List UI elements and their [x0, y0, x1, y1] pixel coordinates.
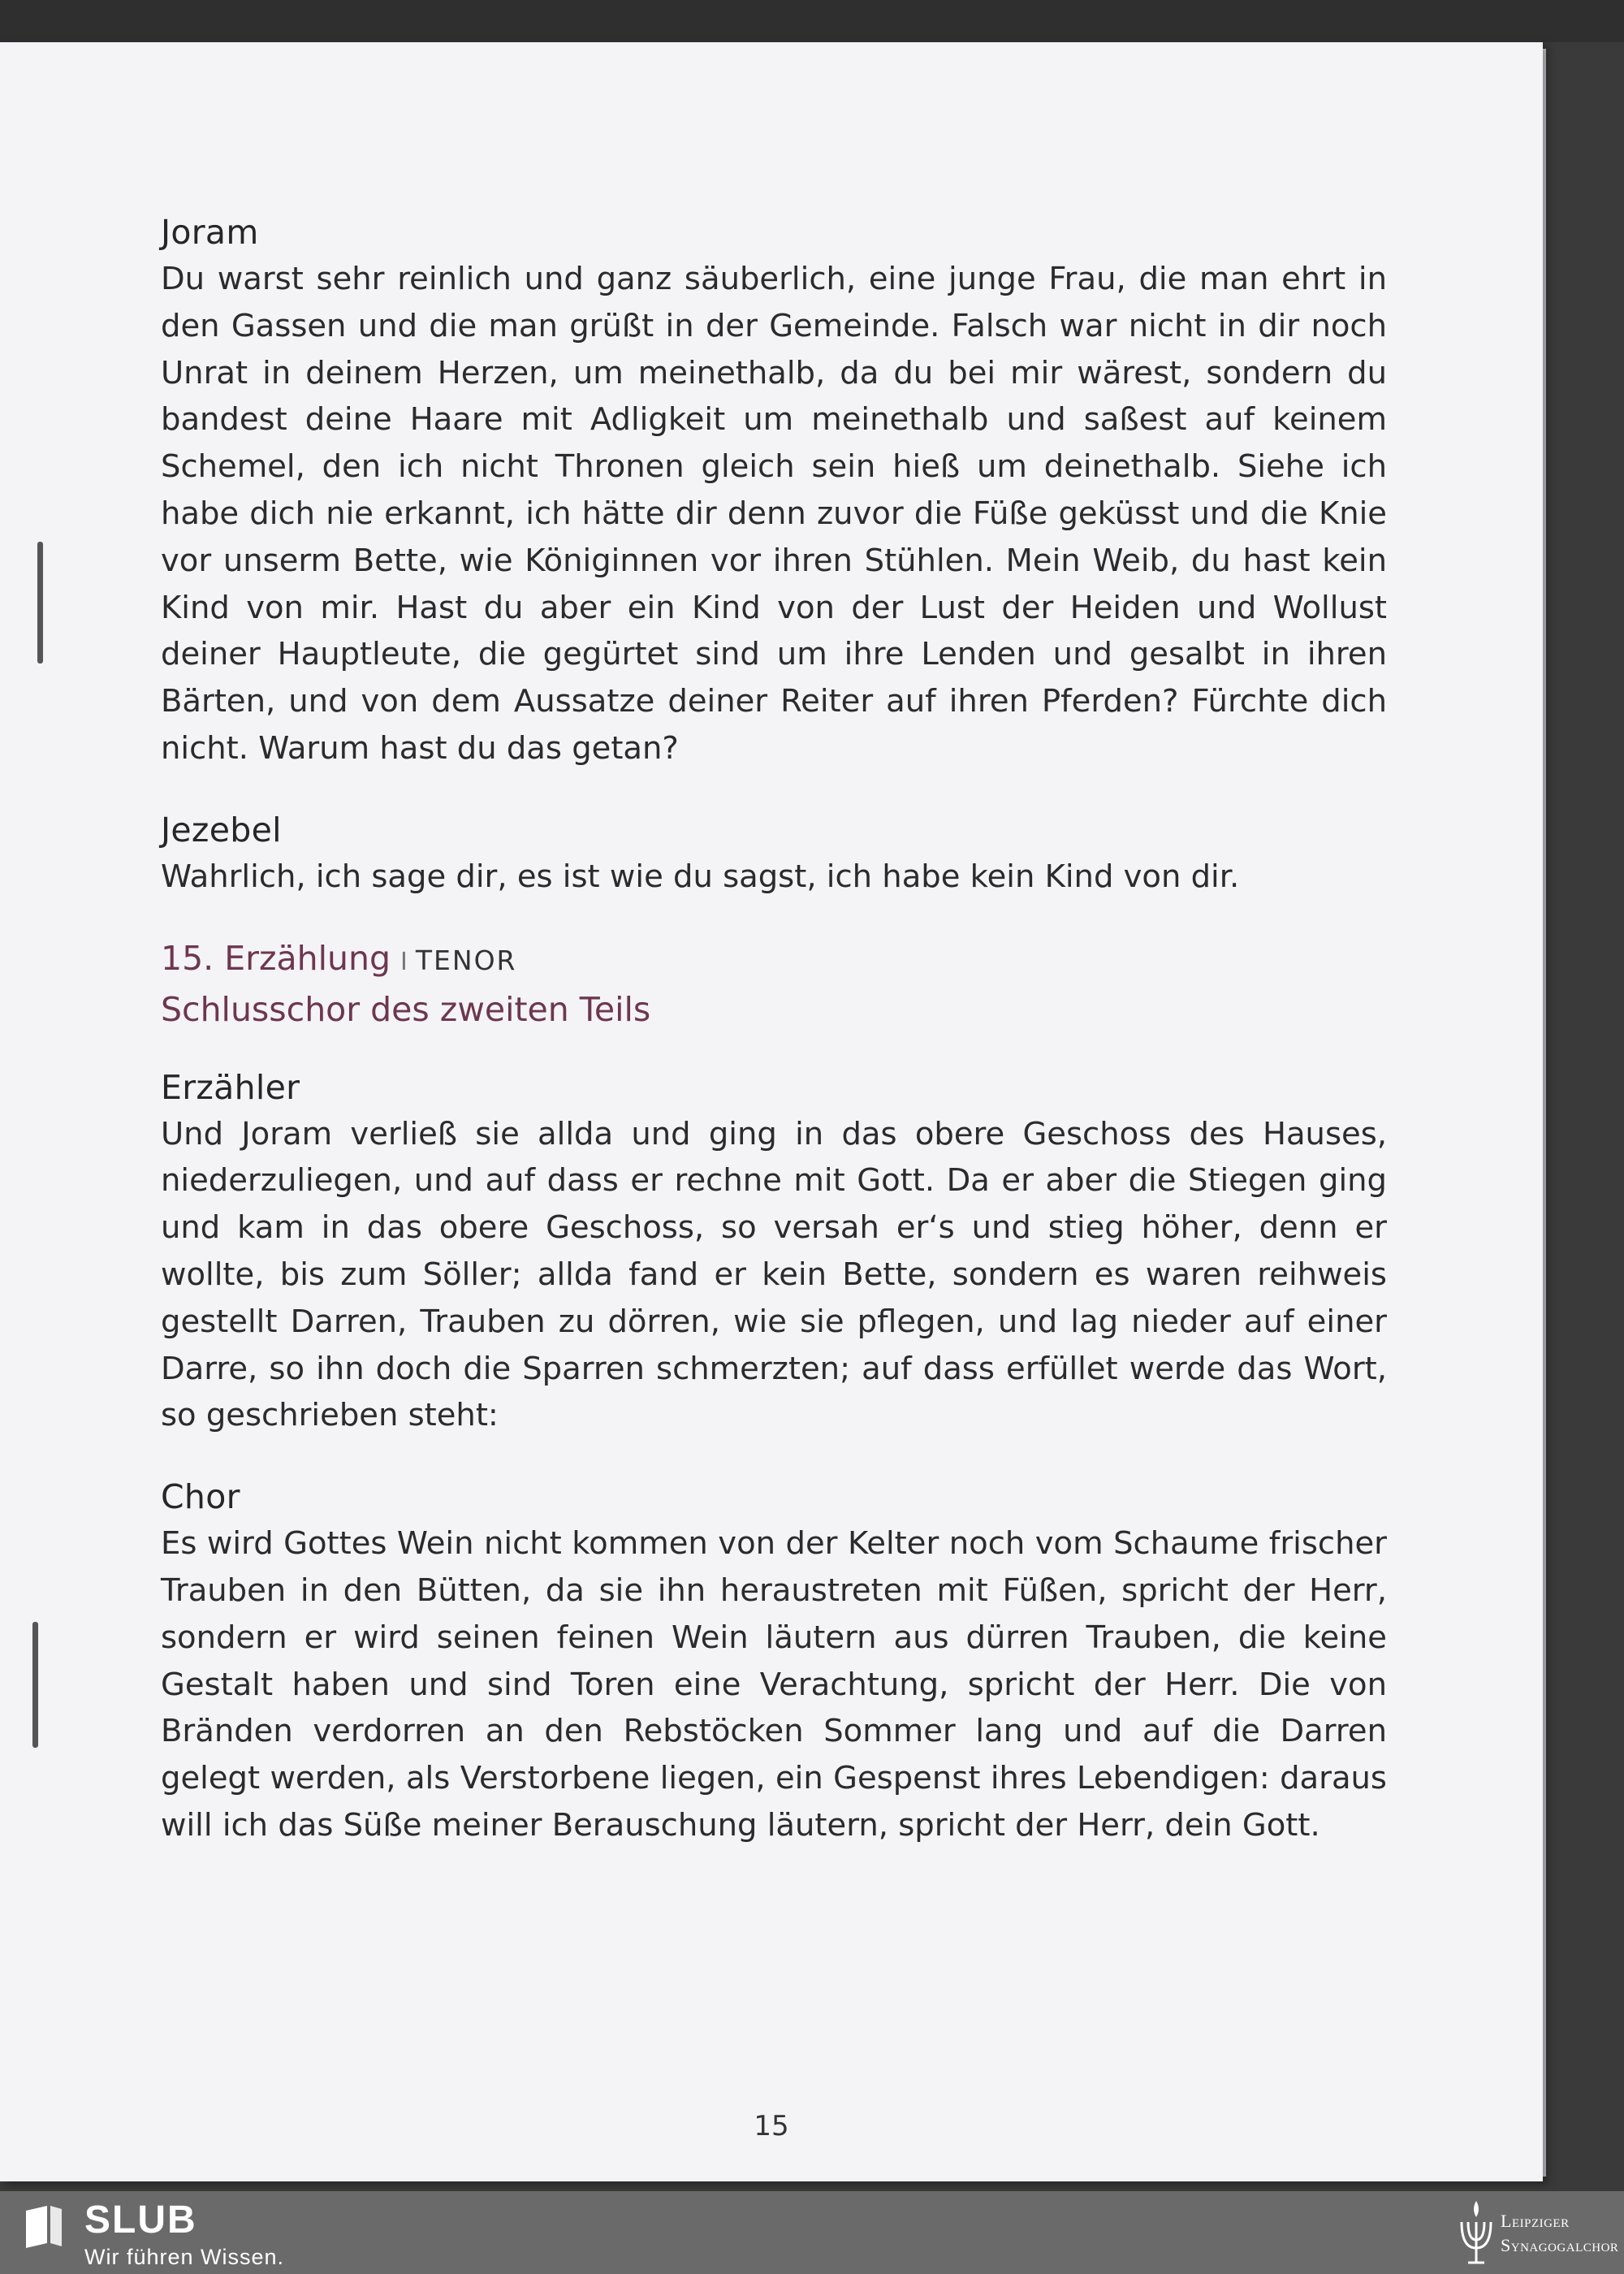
scanner-top-strip	[0, 0, 1624, 42]
section-subtitle: Schlusschor des zweiten Teils	[161, 989, 651, 1029]
choir-name-line1: Leipziger	[1501, 2211, 1570, 2231]
library-footer	[0, 2191, 1624, 2274]
book-icon	[23, 2203, 65, 2250]
section-number-title: 15. Erzählung	[161, 938, 391, 978]
dialogue-block-joram	[161, 209, 1387, 772]
speaker-text: Wahrlich, ich sage dir, es ist wie du sagst, ich habe kein Kind von dir.	[161, 858, 1240, 895]
speaker-name: Erzähler	[161, 1067, 300, 1107]
section-separator: I	[400, 947, 408, 976]
staple	[32, 1622, 38, 1748]
booklet-page	[0, 42, 1543, 2181]
speaker-text: Es wird Gottes Wein nicht kommen von der Kelter noch vom Schaume frischer Trauben in den Bütten, da sie ihn heraustreten mit Füßen, spricht der Herr, sondern er wird seinen feinen Wein läutern aus dürren Trauben, die keine Gestalt haben und sind Toren eine Verachtung, spricht der Herr. Die von Bränden verdorren an den Rebstöcken Sommer lang und auf die Darren gelegt werden, als Verstorbene liegen, ein Gespenst ihres Lebendigen: daraus will ich das Süße meiner Berauschung läutern, spricht der Herr, dein Gott.	[161, 1525, 1387, 1844]
section-heading	[161, 935, 1387, 1033]
page-content	[161, 209, 1387, 1883]
library-brand: SLUB	[84, 2198, 197, 2242]
speaker-text: Du warst sehr reinlich und ganz säuberlich, eine junge Frau, die man ehrt in den Gassen und die man grüßt in der Gemeinde. Falsch war nicht in dir noch Unrat in deinem Herzen, um meinethalb, da du bei mir wärest, sondern du bandest deine Haare mit Adligkeit um meinethalb und saßest auf keinem Schemel, den ich nicht Thronen gleich sein hieß um deinethalb. Siehe ich habe dich nie erkannt, ich hätte dir denn zuvor die Füße geküsst und die Knie vor unserm Bette, wie Königinnen vor ihren Stühlen. Mein Weib, du hast kein Kind von mir. Hast du aber ein Kind von der Lust der Heiden und Wollust deiner Hauptleute, die gegürtet sind um ihre Lenden und gesalbt in ihren Bärten, und von dem Aussatze deiner Reiter auf ihren Pferden? Fürchte dich nicht. Warum hast du das getan?	[161, 261, 1387, 767]
library-tagline: Wir führen Wissen.	[84, 2245, 285, 2269]
speaker-name: Chor	[161, 1477, 240, 1517]
menorah-icon	[1455, 2198, 1497, 2268]
section-voice: TENOR	[415, 944, 517, 976]
section-title	[161, 935, 1387, 986]
page-number: 15	[754, 2110, 789, 2142]
choir-name	[1501, 2209, 1618, 2258]
speaker-name: Jezebel	[161, 810, 282, 850]
speaker-text: Und Joram verließ sie allda und ging in das obere Geschoss des Hauses, niederzuliegen, und auf dass er rechne mit Gott. Da er aber die Stiegen ging und kam in das obere Geschoss, so versah er‘s und stieg höher, denn er wollte, bis zum Söller; allda fand er kein Bette, sondern es waren reihweis gestellt Darren, Trauben zu dörren, wie sie pflegen, und lag nieder auf einer Darre, so ihn doch die Sparren schmerzten; auf dass erfüllet werde das Wort, so geschrieben steht:	[161, 1115, 1387, 1434]
speaker-name: Joram	[161, 213, 259, 252]
staple	[37, 542, 43, 664]
dialogue-block-chor	[161, 1473, 1387, 1849]
dialogue-block-jezebel	[161, 806, 1387, 901]
choir-name-line2: Synagogalchor	[1501, 2235, 1619, 2255]
dialogue-block-erzaehler	[161, 1064, 1387, 1440]
